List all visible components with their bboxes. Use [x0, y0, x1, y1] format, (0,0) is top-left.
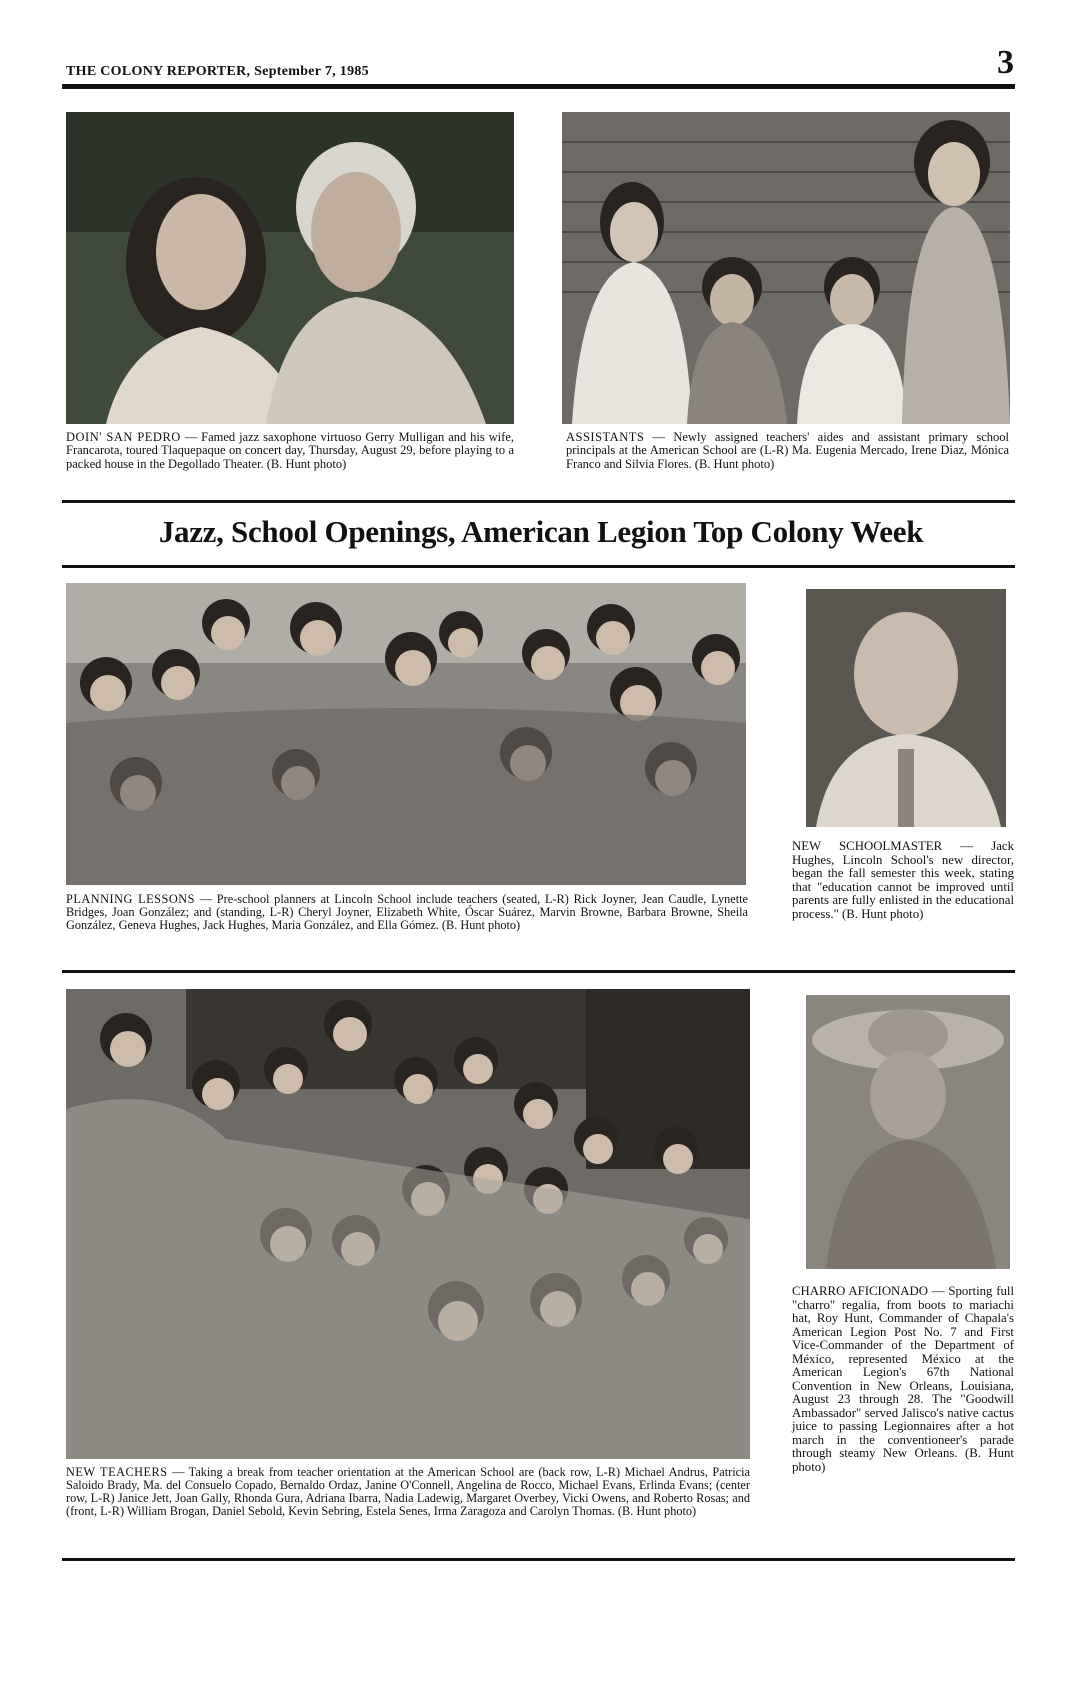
- caption-new-teachers: [66, 1466, 750, 1518]
- photo-new-schoolmaster: [806, 589, 1006, 827]
- caption-lead: DOIN' SAN PEDRO: [66, 430, 181, 444]
- caption-charro-aficionado: [792, 1285, 1014, 1474]
- headline-bottom-rule: [62, 565, 1015, 568]
- footer-rule: [62, 1558, 1015, 1561]
- caption-san-pedro: [66, 431, 514, 471]
- caption-new-schoolmaster: [792, 840, 1014, 921]
- photo-new-teachers: [66, 989, 750, 1459]
- caption-lead: ASSISTANTS: [566, 430, 645, 444]
- headline-top-rule: [62, 500, 1015, 503]
- caption-lead: NEW TEACHERS: [66, 1465, 168, 1479]
- caption-text: — Newly assigned teachers' aides and assistant primary school principals at the American School are (L-R) Ma. Eugenia Mercado, Irene Diaz, Mónica Franco and Silvia Flores. (B. Hunt photo): [566, 430, 1009, 471]
- caption-text: — Jack Hughes, Lincoln School's new director, began the fall semester this week, stating that "education cannot be improved until parents are fully enlisted in the educational process." (B. Hunt photo): [792, 839, 1014, 921]
- caption-lead: PLANNING LESSONS: [66, 892, 195, 906]
- caption-assistants: [566, 431, 1009, 471]
- caption-text: — Taking a break from teacher orientation at the American School are (back row, L-R) Michael Andrus, Patricia Saloido Brady, Ma. del Consuelo Copado, Bernaldo Ordaz, Janine O'Connell, Angelina de Rocco, Michael Evans, Erlinda Evans; (center row, L-R) Janice Jett, Joan Gally, Rhonda Gura, Adriana Ibarra, Nadia Ladewig, Margaret Overbey, Vicki Owens, and Roberto Rosas; and (front, L-R) William Brogan, Daniel Sebold, Kevin Sebring, Estela Senes, Irma Zaragoza and Carolyn Thomas. (B. Hunt photo): [66, 1465, 750, 1518]
- masthead-title: THE COLONY REPORTER, September 7, 1985: [66, 64, 369, 79]
- page-number: 3: [997, 44, 1014, 81]
- caption-planning-lessons: [66, 893, 748, 932]
- caption-lead: CHARRO AFICIONADO: [792, 1284, 929, 1298]
- caption-text: — Pre-school planners at Lincoln School include teachers (seated, L-R) Rick Joyner, Jean Caudle, Lynette Bridges, Joan González; and (standing, L-R) Cheryl Joyner, Elizabeth White, Óscar Suárez, Marvin Browne, Barbara Browne, Sheila González, Geneva Hughes, Jack Hughes, Maria González, and Ella Gómez. (B. Hunt photo): [66, 892, 748, 932]
- section-rule: [62, 970, 1015, 973]
- photo-assistants: [562, 112, 1010, 424]
- photo-charro-aficionado: [806, 995, 1010, 1269]
- caption-text: — Sporting full "charro" regalia, from boots to mariachi hat, Roy Hunt, Commander of Chapala's American Legion Post No. 7 and First Vice-Commander of the Department of México, represented México at the American Legion's 67th National Convention in New Orleans, Louisiana, August 23 through 28. The "Goodwill Ambassador" served Jalisco's native cactus juice to passing Legionnaires after a hot march in the conventioneer's parade through steamy New Orleans. (B. Hunt photo): [792, 1284, 1015, 1474]
- photo-san-pedro: [66, 112, 514, 424]
- photo-planning-lessons: [66, 583, 746, 885]
- caption-text: — Famed jazz saxophone virtuoso Gerry Mulligan and his wife, Francarota, toured Tlaquepaque on concert day, Thursday, August 29, before playing to a packed house in the Degollado Theater. (B. Hunt photo): [66, 430, 514, 471]
- caption-lead: NEW SCHOOLMASTER: [792, 839, 943, 853]
- masthead-rule: [62, 84, 1015, 89]
- page-headline: Jazz, School Openings, American Legion Top Colony Week: [158, 514, 924, 549]
